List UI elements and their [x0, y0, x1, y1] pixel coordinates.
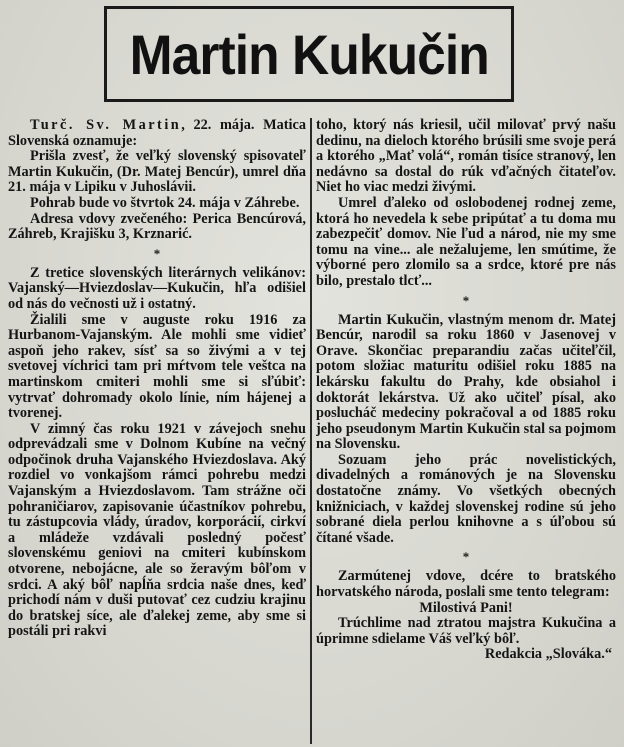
article-paragraph: V zimný čas roku 1921 v závejoch snehu odprevádzali sme v Dolnom Kubíne na večný odpočinok druha Vajanského Hviezdoslava. Aký rozdiel vo vonkajšom rámci pohrebu medzi Vajanským a Hviezdoslavom. Tam strážne oči pohraničiarov, zapisovanie účastníkov pohrebu, tu zástupcovia vlády, úradov, korporácií, cirkví a mládeže vzdávali posledný počesť slovenskému geniovi na cmiteri kubínskom otvorene, nebojácne, ale so žeravým bôľom v srdci. A aký bôľ napĺňa srdcia naše dnes, keď prichodí nám v duši putovať cez cudziu krajinu do bratskej síce, ale ďalekej zeme, aby sme si postáli pri rakvi — [8, 420, 306, 640]
right-column — [316, 118, 616, 744]
death-announcement: Prišla zvesť, že veľký slovenský spisovateľ Martin Kukučin, (Dr. Matej Bencúr), umrel dňa 21. mája v Lipiku v Juhoslávii. — [8, 148, 306, 196]
left-column — [8, 118, 306, 744]
dateline-rest: , 22. mája. Matica Slovenská oznamuje: — [8, 118, 306, 149]
signature: Redakcia „Slováka.“ — [484, 646, 612, 663]
dateline-paragraph — [8, 118, 306, 149]
widow-address: Adresa vdovy zvečeného: Perica Bencúrová, Záhreb, Krajišku 3, Krznarić. — [8, 210, 306, 243]
telegram-intro: Zarmútenej vdove, dcére to bratského horvatského národa, poslali sme tento telegram: — [316, 568, 616, 601]
biography-paragraph: Martin Kukučin, vlastným menom dr. Matej Bencúr, narodil sa roku 1860 v Jasenovej v Orave. Skončiac preparandiu začas učiteľčil, potom složiac maturitu odišiel roku 1885 na lekársku fakultu do Prahy, kde obsiahol i doktorát lekárstva. Už ako učiteľ písal, ako poslucháč medeciny pokračoval a od 1885 roku jeho pseudonym Martin Kukučin stal sa pojmom na Slovensku. — [316, 311, 616, 453]
section-star: * — [462, 549, 470, 565]
article-paragraph: Z tretice slovenských literárnych velikánov: Vajanský—Hviezdoslav—Kukučin, hľa odišiel od nás do večnosti už i ostatný. — [8, 264, 306, 312]
telegram-text: Trúchlime nad ztratou majstra Kukučina a úprimne sdielame Váš veľký bôľ. — [316, 615, 616, 647]
article-paragraph: Žialili sme v auguste roku 1916 za Hurbanom-Vajanským. Ale mohli sme vidieť aspoň jeho rakev, sísť sa so živými a v tej svetovej víchrici tam pri mŕtvom tele veštca na martinskom cmiteri mohli sme si sľúbiť: vytrvať dohromady okolo línie, ním hájenej a tvorenej. — [8, 311, 306, 422]
funeral-notice: Pohrab bude vo štvrtok 24. mája v Záhrebe. — [30, 194, 300, 211]
section-star: * — [462, 292, 470, 308]
column-divider — [310, 118, 312, 744]
headline-title: Martin Kukučin — [129, 22, 489, 86]
section-star: * — [153, 245, 161, 261]
dateline-place: Turč. Sv. Martin — [30, 118, 182, 133]
works-paragraph: Sozuam jeho prác novelistických, divadelných a románových je na Slovensku dostatočne známy. Vo všetkých obecných knižniciach, v každej slovenskej rodine sú jeho sobrané diela perlou knihovne a s úľobou sú čítané všade. — [316, 451, 616, 546]
telegram-salutation: Milostivá Pani! — [419, 599, 513, 616]
headline-box — [104, 6, 514, 102]
article-paragraph: Umrel ďaleko od oslobodenej rodnej zeme, ktorá ho nevedela k sebe pripútať a tu doma mu zabezpečiť domov. Nie ľud a národ, nie my sme tomu na vine... ale nežalujeme, len smútime, že výborné pero zlomilo sa a srdce, ktoré pre nás bilo, prestalo tlcť... — [316, 194, 616, 289]
article-paragraph: toho, ktorý nás kriesil, učil milovať prvý našu dedinu, na dieloch ktorého brúsili sme svoje perá a ktorého „Mať volá“, román tisíce stranový, len nedávno sa dostal do rúk vďačných čitateľov. Niet ho viac medzi živými. — [316, 118, 616, 196]
